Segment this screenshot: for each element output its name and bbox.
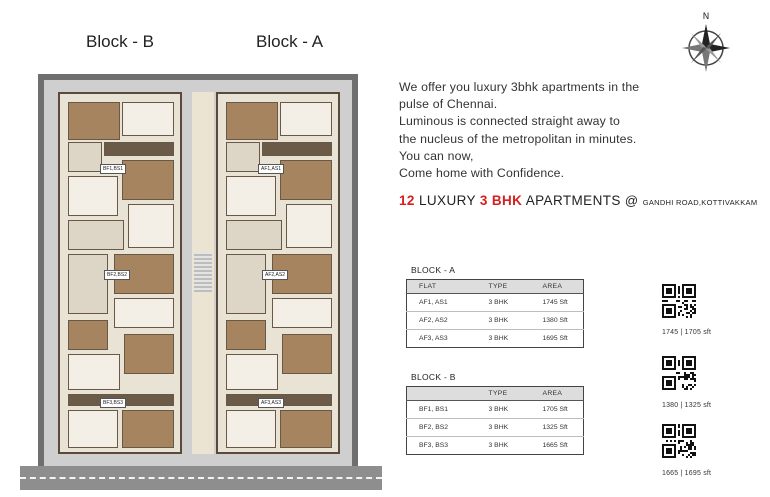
intro-line: the nucleus of the metropolitan in minutes. [399, 131, 637, 146]
area-cell: 1380 Sft [535, 312, 584, 330]
block-a-title: Block - A [256, 32, 324, 51]
plan-label: AF2,AS2 [262, 270, 288, 280]
flat-cell: AF3, AS3 [407, 330, 481, 348]
headline-location: GANDHI ROAD,KOTTIVAKKAM [642, 198, 758, 207]
flat-cell: AF2, AS2 [407, 312, 481, 330]
qr-code-icon[interactable] [662, 424, 696, 458]
column-header: TYPE [481, 280, 535, 294]
type-cell: 3 BHK [481, 419, 535, 437]
headline-word: APARTMENTS [525, 193, 621, 208]
intro-text [399, 79, 669, 182]
plan-label: BF3,BS3 [100, 398, 126, 408]
table-row [407, 312, 584, 330]
road [20, 466, 382, 490]
type-cell: 3 BHK [481, 437, 535, 455]
floor-plan [38, 74, 358, 472]
headline-at: @ [624, 193, 639, 208]
type-cell: 3 BHK [481, 401, 535, 419]
column-header: AREA [535, 280, 584, 294]
flat-cell: BF2, BS2 [407, 419, 481, 437]
column-header [407, 387, 481, 401]
table-row [407, 437, 584, 455]
block-a-table-label: BLOCK - A [411, 265, 456, 275]
plan-label: AF3,AS3 [258, 398, 284, 408]
block-b-table-label: BLOCK - B [411, 372, 456, 382]
north-label: N [702, 12, 710, 22]
area-cell: 1705 Sft [535, 401, 584, 419]
type-cell: 3 BHK [481, 330, 535, 348]
intro-line: You can now, [399, 148, 474, 163]
apartment-count: 12 [399, 193, 415, 208]
table-row [407, 294, 584, 312]
compass-rose-icon [680, 10, 732, 72]
table-row [407, 419, 584, 437]
area-cell: 1745 Sft [535, 294, 584, 312]
area-cell: 1665 Sft [535, 437, 584, 455]
plan-label: BF2,BS2 [104, 270, 130, 280]
qr-caption: 1745 | 1705 sft [662, 329, 712, 336]
qr-caption: 1665 | 1695 sft [662, 470, 712, 477]
headline [399, 193, 757, 208]
column-header: TYPE [481, 387, 535, 401]
table-row [407, 401, 584, 419]
block-b-title: Block - B [86, 32, 155, 51]
block-b-floor-plan [58, 92, 182, 454]
headline-word: LUXURY [418, 193, 476, 208]
qr-code-icon[interactable] [662, 284, 696, 318]
intro-line: Come home with Confidence. [399, 166, 565, 181]
flat-cell: BF3, BS3 [407, 437, 481, 455]
block-a-floor-plan [216, 92, 340, 454]
block-b-table [406, 386, 584, 455]
area-cell: 1325 Sft [535, 419, 584, 437]
plan-label: AF1,AS1 [258, 164, 284, 174]
intro-line: Luminous is connected straight away to [399, 114, 621, 129]
table-row [407, 330, 584, 348]
corridor [192, 92, 214, 454]
flat-cell: BF1, BS1 [407, 401, 481, 419]
type-cell: 3 BHK [481, 312, 535, 330]
block-a-table [406, 279, 584, 348]
qr-code-icon[interactable] [662, 356, 696, 390]
intro-line: pulse of Chennai. [399, 97, 498, 112]
column-header: AREA [535, 387, 584, 401]
column-header: FLAT [407, 280, 481, 294]
area-cell: 1695 Sft [535, 330, 584, 348]
plan-label: BF1,BS1 [100, 164, 126, 174]
type-cell: 3 BHK [481, 294, 535, 312]
qr-caption: 1380 | 1325 sft [662, 402, 712, 409]
headline-bhk: 3 BHK [479, 193, 523, 208]
flat-cell: AF1, AS1 [407, 294, 481, 312]
intro-line: We offer you luxury 3bhk apartments in the [399, 80, 640, 94]
